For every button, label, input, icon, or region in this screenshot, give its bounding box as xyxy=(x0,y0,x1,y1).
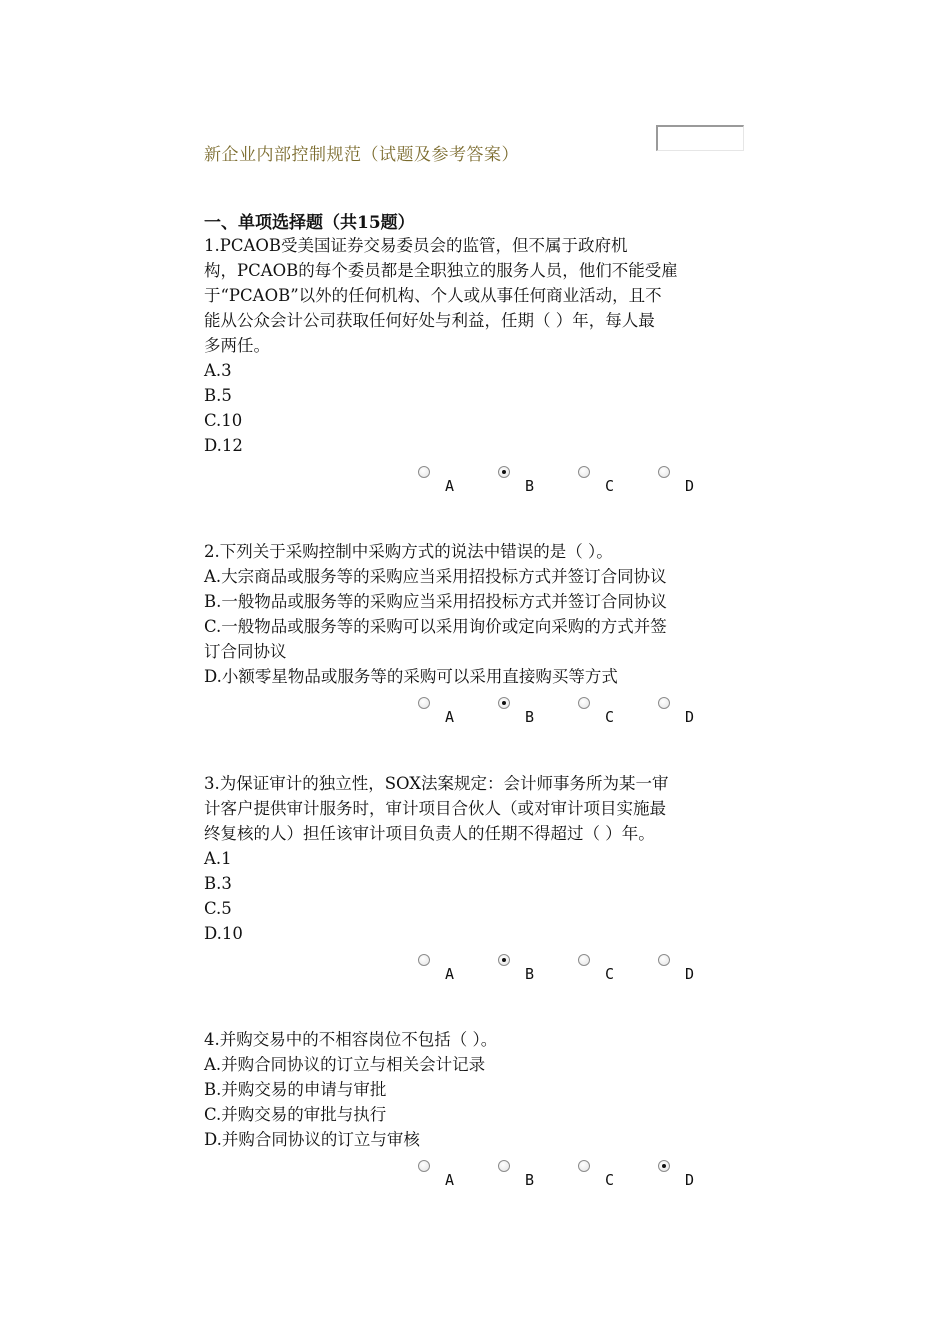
question-stem-line: 终复核的人）担任该审计项目负责人的任期不得超过（ ）年。 xyxy=(204,824,655,843)
radio-button[interactable] xyxy=(418,697,430,709)
answer-label: C xyxy=(605,1171,615,1189)
option-d: D.10 xyxy=(204,924,243,943)
answer-label: B xyxy=(525,708,535,726)
answer-label: A xyxy=(445,1171,455,1189)
answer-b[interactable] xyxy=(498,460,568,496)
answer-label: B xyxy=(525,965,535,983)
answer-label: B xyxy=(525,1171,535,1189)
question-2 xyxy=(204,539,749,731)
radio-button[interactable] xyxy=(498,466,510,478)
radio-button[interactable] xyxy=(498,954,510,966)
radio-button[interactable] xyxy=(658,697,670,709)
answer-d[interactable] xyxy=(658,460,728,496)
option-a: A.3 xyxy=(204,361,232,380)
answer-a[interactable] xyxy=(418,948,488,984)
option-d: D.12 xyxy=(204,436,243,455)
answer-a[interactable] xyxy=(418,1154,488,1190)
question-1 xyxy=(204,233,749,500)
answer-d[interactable] xyxy=(658,948,728,984)
answer-c[interactable] xyxy=(578,460,648,496)
radio-button[interactable] xyxy=(418,1160,430,1172)
question-4 xyxy=(204,1027,749,1194)
question-stem-line: 2.下列关于采购控制中采购方式的说法中错误的是（ ）。 xyxy=(204,542,613,561)
answer-radio-group xyxy=(204,691,749,731)
question-stem-line: 4.并购交易中的不相容岗位不包括（ ）。 xyxy=(204,1030,498,1049)
option-c: C.10 xyxy=(204,411,243,430)
option-b: B.5 xyxy=(204,386,232,405)
section-heading: 一、单项选择题（共15题） xyxy=(204,213,415,233)
answer-c[interactable] xyxy=(578,948,648,984)
option-b: B.一般物品或服务等的采购应当采用招投标方式并签订合同协议 xyxy=(204,592,667,611)
score-input-box[interactable] xyxy=(656,125,744,151)
answer-radio-group xyxy=(204,948,749,988)
question-stem-line: 1.PCAOB受美国证券交易委员会的监管，但不属于政府机 xyxy=(204,236,628,255)
question-stem-line: 计客户提供审计服务时，审计项目合伙人（或对审计项目实施最 xyxy=(204,799,666,818)
answer-radio-group xyxy=(204,460,749,500)
answer-label: C xyxy=(605,477,615,495)
document-title: 新企业内部控制规范（试题及参考答案） xyxy=(204,145,519,165)
answer-label: A xyxy=(445,965,455,983)
radio-button[interactable] xyxy=(418,466,430,478)
option-c: C.5 xyxy=(204,899,232,918)
question-stem-line: 构，PCAOB的每个委员都是全职独立的服务人员，他们不能受雇 xyxy=(204,261,678,280)
option-a: A.大宗商品或服务等的采购应当采用招投标方式并签订合同协议 xyxy=(204,567,667,586)
question-stem-line: 3.为保证审计的独立性，SOX法案规定：会计师事务所为某一审 xyxy=(204,774,669,793)
answer-d[interactable] xyxy=(658,691,728,727)
question-stem-line: 能从公众会计公司获取任何好处与利益，任期（ ）年，每人最 xyxy=(204,311,655,330)
answer-label: D xyxy=(685,708,695,726)
option-d: D.小额零星物品或服务等的采购可以采用直接购买等方式 xyxy=(204,667,618,686)
answer-radio-group xyxy=(204,1154,749,1194)
answer-label: B xyxy=(525,477,535,495)
radio-button[interactable] xyxy=(658,954,670,966)
question-stem-line: 于“PCAOB”以外的任何机构、个人或从事任何商业活动，且不 xyxy=(204,286,662,305)
answer-label: C xyxy=(605,965,615,983)
answer-c[interactable] xyxy=(578,1154,648,1190)
option-c-continued: 订合同协议 xyxy=(204,642,287,661)
option-b: B.3 xyxy=(204,874,232,893)
question-stem-line: 多两任。 xyxy=(204,336,270,355)
radio-button[interactable] xyxy=(658,466,670,478)
radio-button[interactable] xyxy=(498,1160,510,1172)
answer-c[interactable] xyxy=(578,691,648,727)
answer-a[interactable] xyxy=(418,460,488,496)
radio-button[interactable] xyxy=(418,954,430,966)
answer-label: A xyxy=(445,477,455,495)
radio-button[interactable] xyxy=(498,697,510,709)
answer-label: C xyxy=(605,708,615,726)
radio-button[interactable] xyxy=(578,697,590,709)
answer-d[interactable] xyxy=(658,1154,728,1190)
option-c: C.一般物品或服务等的采购可以采用询价或定向采购的方式并签 xyxy=(204,617,667,636)
answer-label: D xyxy=(685,1171,695,1189)
option-a: A.并购合同协议的订立与相关会计记录 xyxy=(204,1055,486,1074)
radio-button[interactable] xyxy=(578,466,590,478)
answer-a[interactable] xyxy=(418,691,488,727)
option-c: C.并购交易的审批与执行 xyxy=(204,1105,387,1124)
option-d: D.并购合同协议的订立与审核 xyxy=(204,1130,420,1149)
answer-b[interactable] xyxy=(498,1154,568,1190)
radio-button[interactable] xyxy=(578,954,590,966)
answer-label: D xyxy=(685,477,695,495)
answer-label: A xyxy=(445,708,455,726)
option-a: A.1 xyxy=(204,849,232,868)
question-3 xyxy=(204,771,749,988)
radio-button[interactable] xyxy=(578,1160,590,1172)
answer-b[interactable] xyxy=(498,948,568,984)
answer-b[interactable] xyxy=(498,691,568,727)
answer-label: D xyxy=(685,965,695,983)
radio-button[interactable] xyxy=(658,1160,670,1172)
option-b: B.并购交易的申请与审批 xyxy=(204,1080,387,1099)
